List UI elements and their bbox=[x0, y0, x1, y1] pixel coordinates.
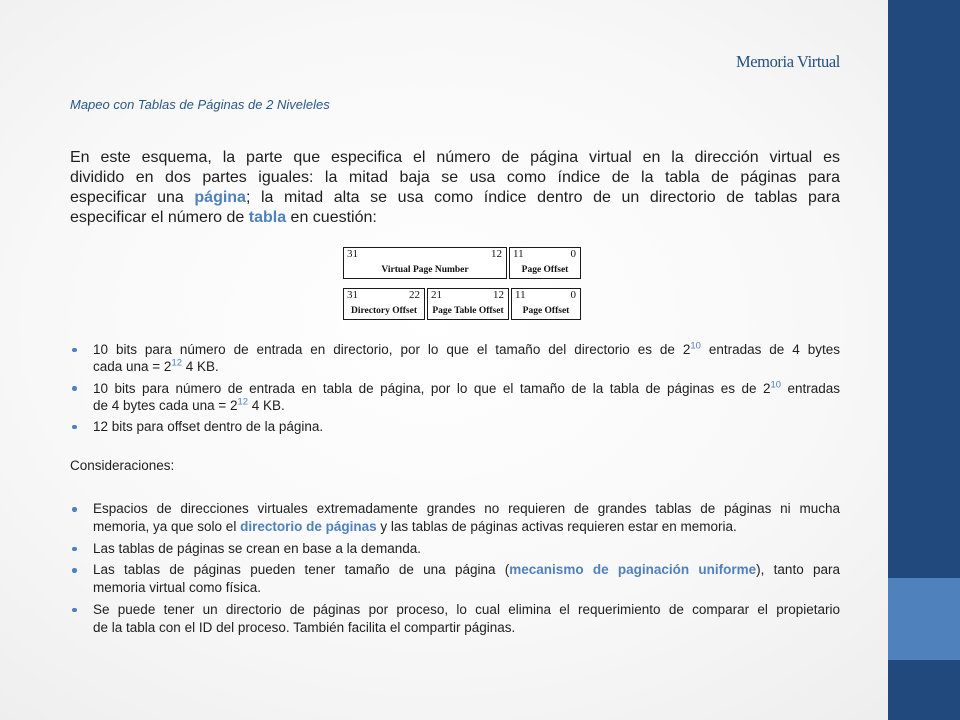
considerations-list bbox=[70, 500, 840, 640]
list-text: Las tablas de páginas se crean en base a la demanda. bbox=[93, 540, 421, 556]
intro-text: ; la mitad alta se usa como índice dentro de un directorio de tablas para bbox=[245, 189, 841, 206]
list-text: 4 KB. bbox=[181, 359, 219, 374]
list-line bbox=[93, 418, 840, 435]
bullet-icon bbox=[72, 608, 77, 613]
bit-low: 12 bbox=[493, 289, 504, 301]
bullet-icon bbox=[72, 568, 77, 573]
bit-field-label: Page Table Offset bbox=[432, 306, 504, 316]
slide-title: Memoria Virtual bbox=[735, 52, 840, 71]
list-item bbox=[70, 380, 840, 414]
list-line bbox=[93, 518, 840, 536]
intro-line bbox=[70, 168, 840, 188]
list-text: ), tanto para bbox=[756, 562, 840, 577]
bit-low: 12 bbox=[491, 248, 502, 260]
side-bar bbox=[888, 0, 960, 720]
list-line bbox=[93, 500, 840, 518]
list-keyword: mecanismo de paginación uniforme bbox=[509, 562, 757, 577]
list-text: Las tablas de páginas pueden tener tamaño de una página ( bbox=[93, 562, 510, 577]
bit-high: 31 bbox=[347, 248, 358, 260]
list-text: y las tablas de páginas activas requieren estar en memoria. bbox=[376, 519, 737, 534]
bit-field bbox=[511, 288, 581, 320]
list-line bbox=[93, 601, 840, 619]
list-text: memoria virtual como física. bbox=[93, 580, 262, 595]
list-text: entradas bbox=[780, 380, 840, 396]
considerations-heading: Consideraciones: bbox=[70, 458, 175, 473]
list-line bbox=[93, 579, 840, 597]
bit-low: 0 bbox=[570, 289, 576, 301]
bit-field-label: Page Offset bbox=[521, 265, 569, 275]
bit-low: 0 bbox=[570, 248, 576, 260]
list-line bbox=[93, 540, 840, 558]
bit-field bbox=[343, 247, 507, 279]
intro-text: especificar una bbox=[70, 189, 195, 206]
list-item bbox=[70, 561, 840, 597]
list-text: 12 bits para offset dentro de la página. bbox=[93, 419, 324, 434]
list-item bbox=[70, 418, 840, 435]
list-item bbox=[70, 500, 840, 536]
bullet-icon bbox=[72, 507, 77, 512]
bullet-icon bbox=[72, 348, 77, 353]
intro-paragraph bbox=[70, 148, 840, 228]
list-text: 10 bits para número de entrada en directorio, por lo que el tamaño del directorio es de 2 bbox=[93, 342, 691, 357]
list-line bbox=[93, 341, 840, 358]
list-keyword: directorio de páginas bbox=[240, 519, 377, 534]
bit-high: 11 bbox=[513, 248, 524, 260]
list-text: Se puede tener un directorio de páginas por proceso, lo cual elimina el requerimiento de comparar el propietario bbox=[93, 601, 840, 617]
slide-subtitle: Mapeo con Tablas de Páginas de 2 Niveleles bbox=[70, 97, 330, 112]
list-line bbox=[93, 561, 840, 579]
exponent: 12 bbox=[237, 396, 248, 407]
list-text: entradas de 4 bytes bbox=[700, 342, 840, 357]
list-line bbox=[93, 397, 840, 414]
list-item bbox=[70, 341, 840, 375]
list-item bbox=[70, 601, 840, 637]
list-text: 10 bits para número de entrada en tabla de página, por lo que el tamaño de la tabla de páginas es de 2 bbox=[93, 380, 771, 396]
exponent: 10 bbox=[770, 379, 781, 390]
list-item bbox=[70, 540, 840, 558]
intro-text: En este esquema, la parte que especifica el número de página virtual en la dirección virtual es bbox=[70, 149, 840, 166]
list-line bbox=[93, 358, 840, 375]
intro-text: especificar el número de bbox=[70, 209, 249, 226]
bit-high: 21 bbox=[431, 289, 442, 301]
list-line bbox=[93, 619, 840, 637]
bit-field bbox=[509, 247, 581, 279]
intro-line bbox=[70, 148, 840, 168]
list-text: de 4 bytes cada una = 2 bbox=[93, 397, 238, 413]
list-line bbox=[93, 380, 840, 397]
side-bar-accent bbox=[888, 578, 960, 660]
bits-list bbox=[70, 341, 840, 440]
list-text: cada una = 2 bbox=[93, 359, 172, 374]
bit-high: 31 bbox=[347, 289, 358, 301]
bit-field-label: Page Offset bbox=[522, 306, 570, 316]
address-format-two-level bbox=[343, 288, 581, 320]
intro-text: en cuestión: bbox=[286, 209, 377, 226]
list-text: Espacios de direcciones virtuales extremadamente grandes no requieren de grandes tablas de páginas ni mucha bbox=[93, 501, 840, 516]
list-text: 4 KB. bbox=[248, 397, 285, 413]
bullet-icon bbox=[72, 547, 77, 552]
bullet-icon bbox=[72, 386, 77, 391]
bit-field-label: Virtual Page Number bbox=[381, 265, 469, 275]
intro-line bbox=[70, 208, 840, 228]
bit-field bbox=[427, 288, 509, 320]
bit-field bbox=[343, 288, 425, 320]
bit-field-label: Directory Offset bbox=[350, 306, 418, 316]
list-text: memoria, ya que solo el bbox=[93, 519, 241, 534]
intro-keyword: página bbox=[194, 189, 246, 206]
bit-low: 22 bbox=[409, 289, 420, 301]
intro-keyword: tabla bbox=[248, 209, 287, 226]
bullet-icon bbox=[72, 425, 77, 430]
exponent: 10 bbox=[690, 340, 701, 352]
list-text: de la tabla con el ID del proceso. También facilita el compartir páginas. bbox=[93, 619, 516, 635]
intro-text: dividido en dos partes iguales: la mitad baja se usa como índice de la tabla de páginas para bbox=[70, 169, 840, 186]
address-format-single-level bbox=[343, 247, 581, 279]
exponent: 12 bbox=[171, 357, 182, 369]
bit-high: 11 bbox=[515, 289, 526, 301]
intro-line bbox=[70, 188, 840, 208]
